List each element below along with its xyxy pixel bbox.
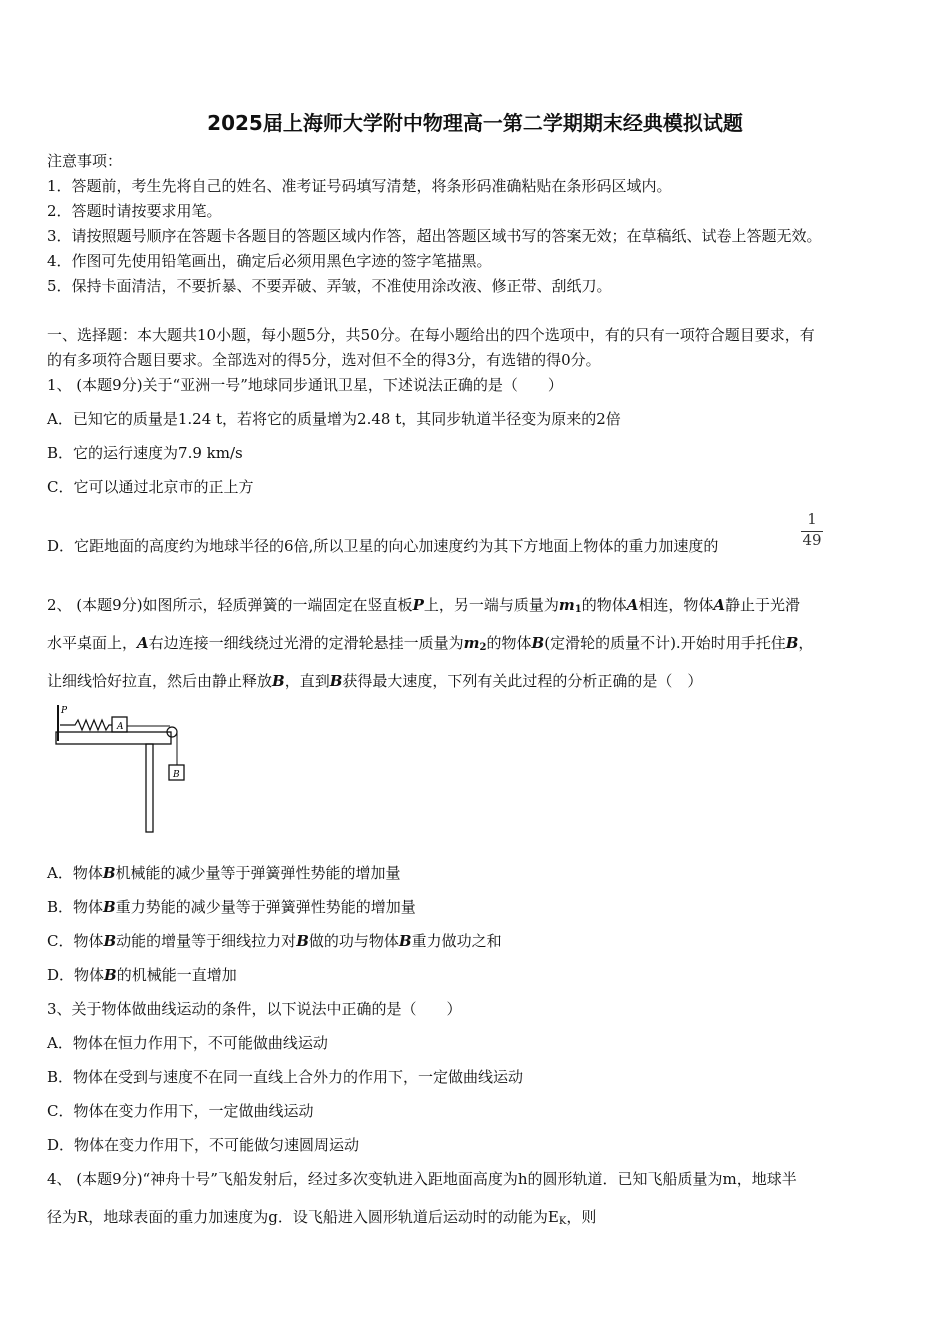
table-leg — [146, 744, 153, 832]
q1-option-a: A．已知它的质量是1.24 t，若将它的质量增为2.48 t，其同步轨道半径变为原来的2倍 — [47, 410, 621, 428]
q3-stem: 3、关于物体做曲线运动的条件，以下说法中正确的是（ ） — [47, 1000, 462, 1018]
label-B: B — [173, 770, 180, 780]
notice-item-2: 2．答题时请按要求用笔。 — [47, 202, 222, 220]
q2-option-b: B．物体B重力势能的减少量等于弹簧弹性势能的增加量 — [47, 898, 416, 916]
section-intro-line-1: 一、选择题：本大题共10小题，每小题5分，共50分。在每小题给出的四个选项中，有的只有一项符合题目要求，有 — [47, 326, 815, 344]
q1-option-d: D．它距地面的高度约为地球半径的6倍,所以卫星的向心加速度约为其下方地面上物体的重力加速度的 — [47, 537, 719, 555]
label-A: A — [117, 722, 124, 732]
q2-option-c: C．物体B动能的增量等于细线拉力对B做的功与物体B重力做功之和 — [47, 932, 502, 950]
fraction-denominator: 49 — [802, 531, 822, 549]
spring — [60, 720, 112, 730]
notice-item-4: 4．作图可先使用铅笔画出，确定后必须用黑色字迹的签字笔描黑。 — [47, 252, 492, 270]
q2-option-d: D．物体B的机械能一直增加 — [47, 966, 237, 984]
q1-option-c: C．它可以通过北京市的正上方 — [47, 478, 254, 496]
section-intro-line-2: 的有多项符合题目要求。全部选对的得5分，选对但不全的得3分，有选错的得0分。 — [47, 351, 601, 369]
q3-option-b: B．物体在受到与速度不在同一直线上合外力的作用下，一定做曲线运动 — [47, 1068, 524, 1086]
q3-option-d: D．物体在变力作用下，不可能做匀速圆周运动 — [47, 1136, 360, 1154]
q4-stem-line-2: 径为R，地球表面的重力加速度为g．设飞船进入圆形轨道后运动时的动能为$E_K$，则 — [47, 1208, 597, 1227]
notice-item-3: 3．请按照题号顺序在答题卡各题目的答题区域内作答，超出答题区域书写的答案无效；在草稿纸、试卷上答题无效。 — [47, 227, 822, 245]
q3-option-a: A．物体在恒力作用下，不可能做曲线运动 — [47, 1034, 328, 1052]
q2-stem-line-1: 2、 (本题9分)如图所示，轻质弹簧的一端固定在竖直板P上，另一端与质量为$m_1$的物体A相连，物体A静止于光滑 — [47, 596, 801, 615]
notice-heading: 注意事项： — [47, 152, 123, 170]
notice-item-5: 5．保持卡面清洁，不要折暴、不要弄破、弄皱，不准使用涂改液、修正带、刮纸刀。 — [47, 277, 612, 295]
spring-pulley-figure — [50, 703, 195, 838]
label-P: P — [61, 706, 68, 716]
page-title: 2025届上海师大学附中物理高一第二学期期末经典模拟试题 — [207, 111, 743, 135]
q2-stem-line-2: 水平桌面上，A右边连接一细线绕过光滑的定滑轮悬挂一质量为$m_2$的物体B(定滑轮的质量不计).开始时用手托住B， — [47, 634, 814, 653]
notice-item-1: 1．答题前，考生先将自己的姓名、准考证号码填写清楚，将条形码准确粘贴在条形码区域内。 — [47, 177, 672, 195]
q2-option-a: A．物体B机械能的减少量等于弹簧弹性势能的增加量 — [47, 864, 401, 882]
fraction-1-49 — [801, 512, 823, 548]
q1-option-b: B．它的运行速度为7.9 km/s — [47, 444, 243, 462]
q4-stem-line-1: 4、 (本题9分)“神舟十号”飞船发射后，经过多次变轨进入距地面高度为h的圆形轨道．已知飞船质量为m，地球半 — [47, 1170, 797, 1188]
fraction-numerator: 1 — [807, 510, 817, 528]
q1-stem: 1、 (本题9分)关于“亚洲一号”地球同步通讯卫星，下述说法正确的是（ ） — [47, 376, 563, 394]
q2-stem-line-3: 让细线恰好拉直，然后由静止释放B，直到B获得最大速度，下列有关此过程的分析正确的是（ ） — [47, 672, 703, 690]
q3-option-c: C．物体在变力作用下，一定做曲线运动 — [47, 1102, 314, 1120]
table-top — [56, 732, 171, 744]
